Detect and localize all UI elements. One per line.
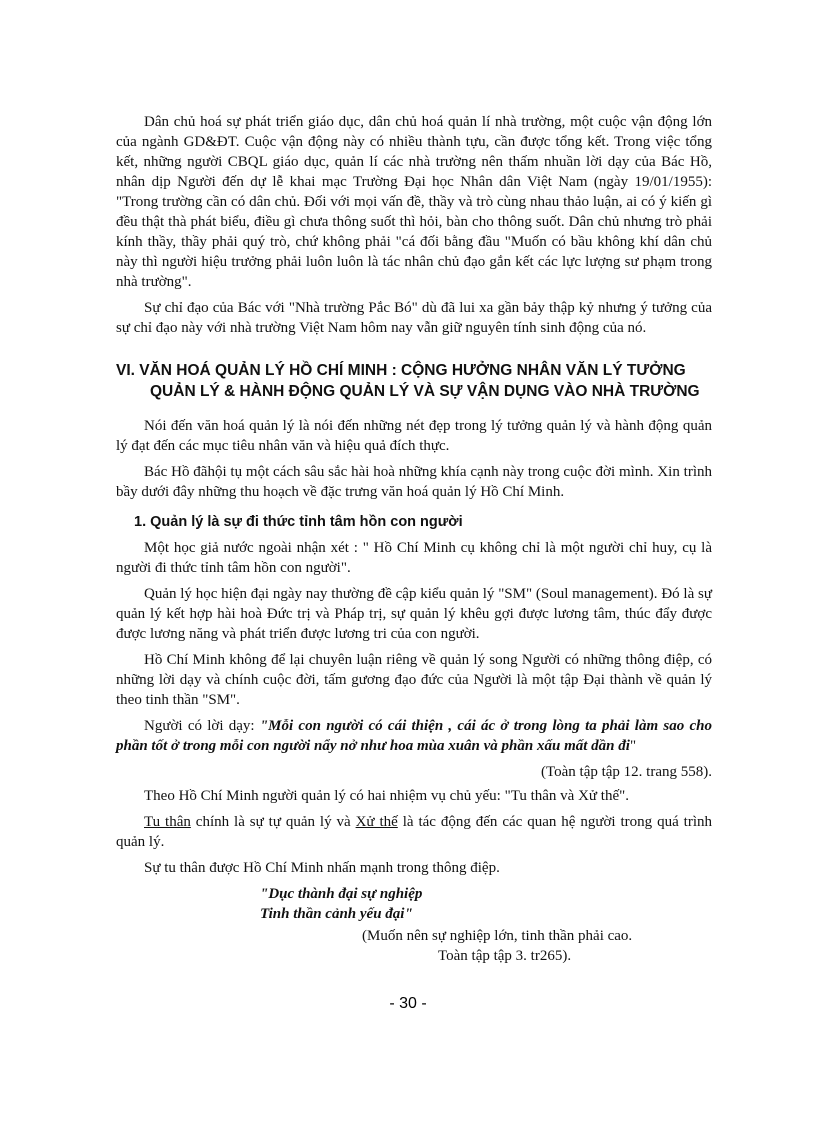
section-heading-line1: VI. VĂN HOÁ QUẢN LÝ HỒ CHÍ MINH : CỘNG HƯỞNG NHÂN VĂN LÝ TƯỞNG <box>116 362 686 379</box>
paragraph-scholar: Một học giả nước ngoài nhận xét : " Hồ Chí Minh cụ không chỉ là một người chỉ huy, cụ là người đi thức tỉnh tâm hồn con người". <box>116 540 712 576</box>
paragraph-quote <box>116 716 712 756</box>
paragraph-pac-bo: Sự chỉ đạo của Bác với "Nhà trường Pắc Bó" dù đã lui xa gần bảy thập kỷ nhưng ý tưởng của sự chỉ đạo này với nhà trường Việt Nam hôm nay vẫn giữ nguyên tính sinh động của nó. <box>116 300 712 336</box>
verse <box>260 884 712 924</box>
translation-line2: Toàn tập tập 3. tr265). <box>438 948 572 964</box>
citation: (Toàn tập tập 12. trang 558). <box>541 764 712 780</box>
paragraph-tasks: Theo Hồ Chí Minh người quản lý có hai nhiệm vụ chủ yếu: "Tu thân và Xử thế". <box>144 788 629 804</box>
definition-mid: chính là sự tự quản lý và <box>190 814 356 830</box>
page-content <box>116 112 712 966</box>
section-heading <box>116 360 712 402</box>
paragraph-intro-2: Bác Hồ đãhội tụ một cách sâu sắc hài hoà những khía cạnh này trong cuộc đời mình. Xin trình bầy dưới đây những thu hoạch về đặc trưng văn hoá quản lý Hồ Chí Minh. <box>116 464 712 500</box>
quote-text: "Mỗi con người có cái thiện , cái ác ở trong lòng ta phải làm sao cho phần tốt ở trong mỗi con người nẩy nở như hoa mùa xuân và phần xấu mất dần đi <box>116 718 712 754</box>
translation-line1: (Muốn nên sự nghiệp lớn, tinh thần phải cao. <box>362 928 633 944</box>
quote-end: " <box>629 738 637 754</box>
verse-line1: "Dục thành đại sự nghiệp <box>260 886 423 902</box>
paragraph-democracy: Dân chủ hoá sự phát triển giáo dục, dân chủ hoá quản lí nhà trường, một cuộc vận động lớn của ngành GD&ĐT. Cuộc vận động này có nhiều thành tựu, cần được tổng kết. Trong việc tổng kết, những người CBQL giáo dục, quản lí các nhà trường nên thấm nhuần lời dạy của Bác Hồ, nhân dịp Người đến dự lễ khai mạc Trường Đại học Nhân dân Việt Nam (ngày 19/01/1955): "Trong trường cần có dân chủ. Đối với mọi vấn đề, thầy và trò cùng nhau thảo luận, ai có ý kiến gì đều thật thà phát biểu, điều gì chưa thông suốt thì hỏi, bàn cho thông suốt. Dân chủ nhưng trò phải kính thầy, thầy phải quý trò, chứ không phải "cá đối bằng đầu "Muốn có bầu không khí dân chủ này thì người hiệu trưởng phải luôn luôn là tác nhân chủ đạo gắn kết các lực lượng sư phạm trong nhà trường". <box>116 114 712 290</box>
paragraph-soul-management: Quản lý học hiện đại ngày nay thường đề cập kiểu quản lý "SM" (Soul management). Đó là sự quản lý kết hợp hài hoà Đức trị và Pháp trị, sự quản lý khêu gợi được lương tâm, thúc đẩy được được lương năng và phát triển được lương tri của con người. <box>116 586 712 642</box>
subheading: 1. Quản lý là sự đi thức tỉnh tâm hồn con người <box>134 514 463 530</box>
paragraph-emphasis: Sự tu thân được Hồ Chí Minh nhấn mạnh trong thông điệp. <box>144 860 500 876</box>
term-tu-than: Tu thân <box>144 814 191 830</box>
page-number: - 30 - <box>389 995 427 1012</box>
verse-line2: Tinh thần cảnh yếu đại" <box>260 906 413 922</box>
definition-end: là tác động đến các quan hệ người trong quá trình quản lý. <box>116 814 712 850</box>
quote-intro: Người có lời dạy: <box>144 718 260 734</box>
paragraph-intro-1: Nói đến văn hoá quản lý là nói đến những nét đẹp trong lý tưởng quản lý và hành động quản lý đạt đến các mục tiêu nhân văn và hiệu quả đích thực. <box>116 418 712 454</box>
term-xu-the: Xử thế <box>355 814 398 830</box>
paragraph-definition <box>116 812 712 852</box>
paragraph-legacy: Hồ Chí Minh không để lại chuyên luận riêng về quản lý song Người có những thông điệp, có những lời dạy và chính cuộc đời, tấm gương đạo đức của Người là một tập Đại thành về quản lý theo tinh thần "SM". <box>116 652 712 708</box>
section-heading-line2: QUẢN LÝ & HÀNH ĐỘNG QUẢN LÝ VÀ SỰ VẬN DỤNG VÀO NHÀ TRƯỜNG <box>150 383 700 400</box>
